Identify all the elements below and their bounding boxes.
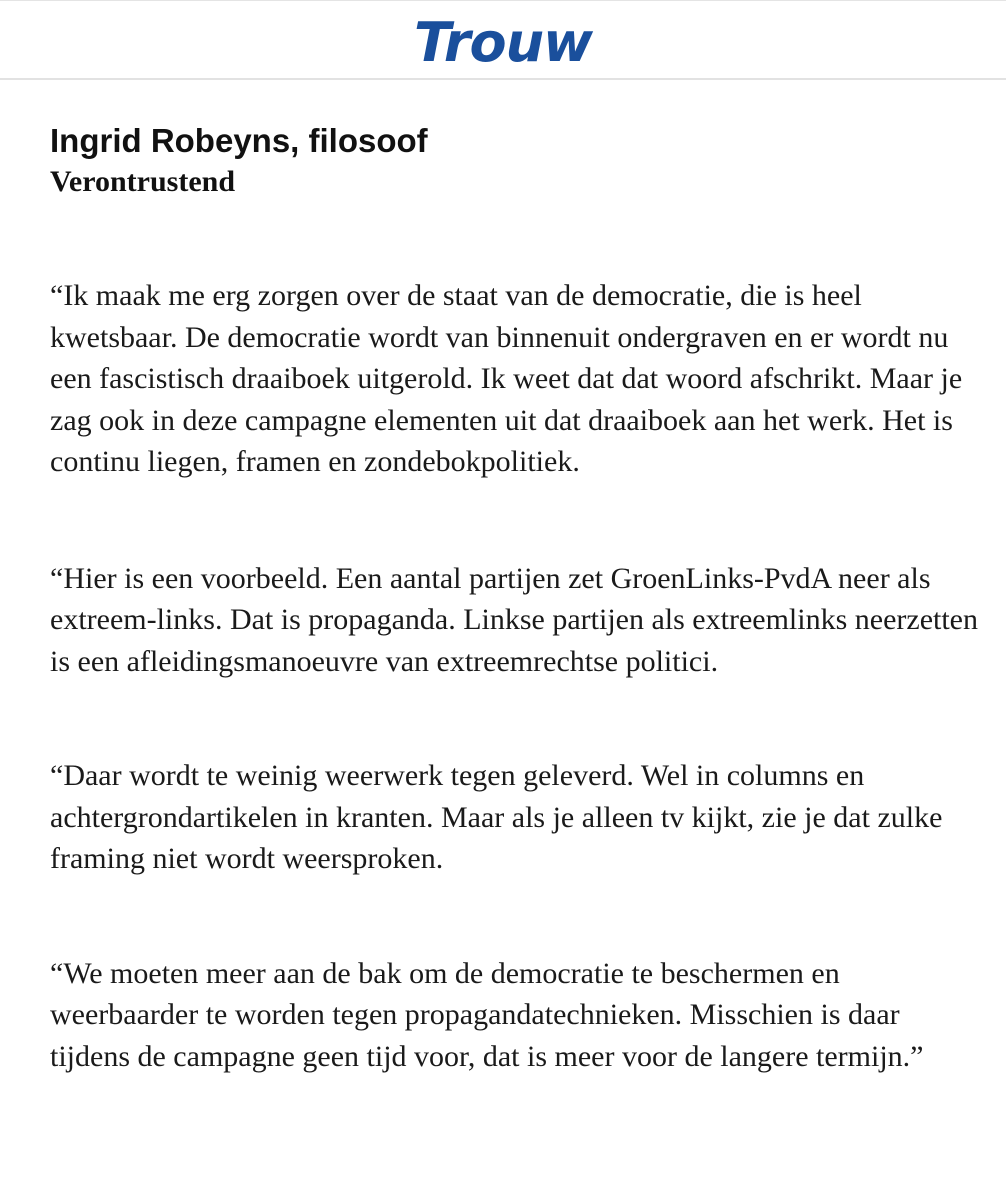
subheading: Verontrustend	[50, 165, 236, 198]
trouw-logo[interactable]: Trouw	[414, 11, 592, 74]
paragraph-2: “Hier is een voorbeeld. Een aantal partijen zet GroenLinks-PvdA neer als extreem-links. Dat is propaganda. Linkse partijen als extreemlinks neerzetten is een afleidingsmanoeuvre van extreemrechtse politici.	[50, 561, 978, 678]
article-body	[50, 120, 980, 1077]
paragraph-4: “We moeten meer aan de bak om de democratie te beschermen en weerbaarder te worden tegen propagandatechnieken. Misschien is daar tijdens de campagne geen tijd voor, dat is meer voor de langere termijn.”	[50, 956, 924, 1073]
byline: Ingrid Robeyns, filosoof	[50, 122, 428, 159]
masthead	[0, 0, 1006, 80]
paragraph-3: “Daar wordt te weinig weerwerk tegen geleverd. Wel in columns en achtergrondartikelen in kranten. Maar als je alleen tv kijkt, zie je dat zulke framing niet wordt weersproken.	[50, 759, 943, 875]
paragraph-1: “Ik maak me erg zorgen over de staat van de democratie, die is heel kwetsbaar. De democratie wordt van binnenuit ondergraven en er wordt nu een fascistisch draaiboek uitgerold. Ik weet dat dat woord afschrikt. Maar je zag ook in deze campagne elementen uit dat draaiboek aan het werk. Het is continu liegen, framen en zondebokpolitiek.	[50, 279, 963, 478]
